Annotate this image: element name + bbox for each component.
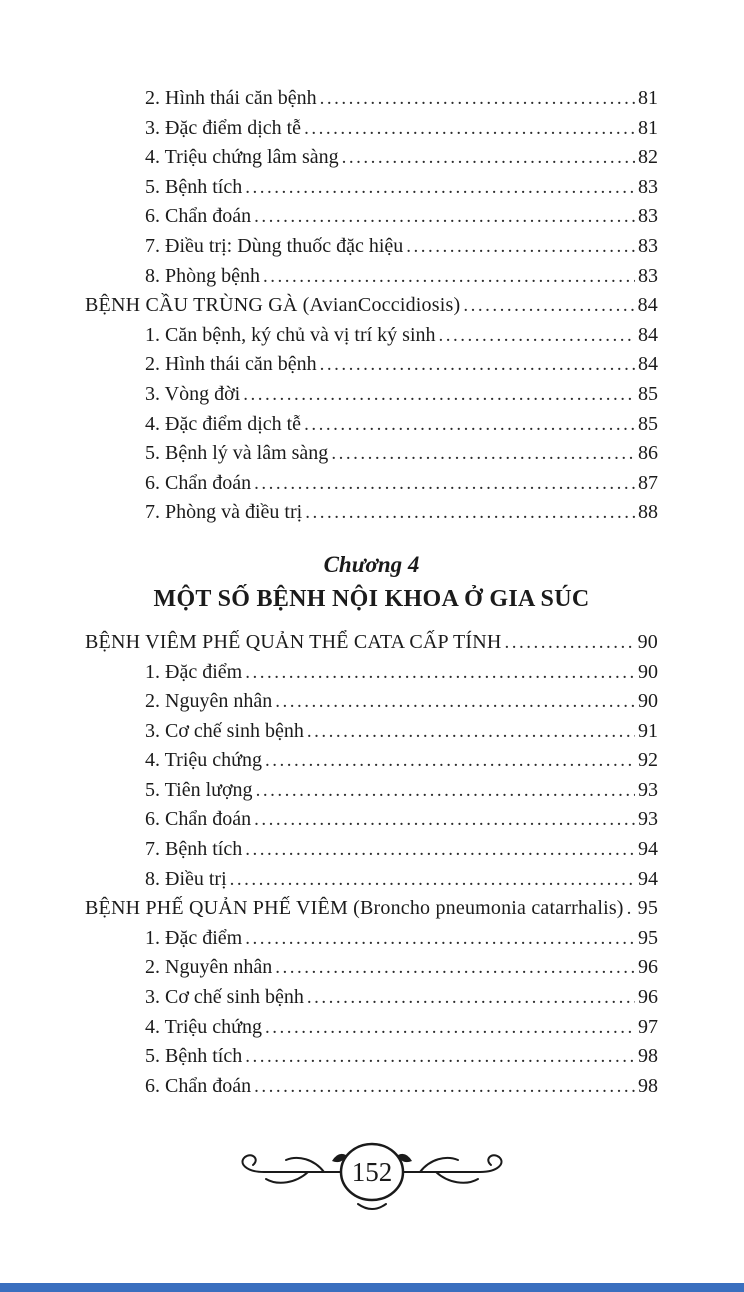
toc-entry [85,202,658,232]
toc-page-number: 83 [638,264,658,287]
toc-entry-text: 3. Cơ chế sinh bệnh [145,719,304,742]
dot-leader [304,410,635,440]
toc-entry [85,439,658,469]
toc-entry [85,380,658,410]
flourish-undercurl [266,1172,308,1183]
toc-page-number: 91 [638,719,658,742]
toc-entry [85,350,658,380]
dot-leader [439,321,635,351]
toc-entry [85,805,658,835]
toc-page-number: 98 [638,1074,658,1097]
toc-entry-text: 4. Đặc điểm dịch tễ [145,412,302,435]
toc-entry-text: 4. Triệu chứng [145,1015,262,1038]
toc-page-number: 81 [638,116,658,139]
toc-page-number: 93 [638,778,658,801]
toc-page-number: 87 [638,471,658,494]
dot-leader [307,717,635,747]
dot-leader [463,291,634,321]
toc-page-number: 84 [638,353,658,376]
toc-page-number: 83 [638,234,658,257]
toc-entry [85,1042,658,1072]
toc-page-number: 96 [638,956,658,979]
toc-page-number: 90 [637,630,658,653]
toc-entry-text: BỆNH PHẾ QUẢN PHẾ VIÊM (Broncho pneumonia catarrhalis) [85,897,624,920]
toc-entry-text: 1. Đặc điểm [145,660,243,683]
dot-leader [265,1013,635,1043]
toc-page-number: 85 [638,412,658,435]
toc-page-number: 81 [638,87,658,109]
toc-entry-text: 5. Bệnh tích [145,1045,243,1068]
toc-list [85,84,658,1101]
dot-leader [342,143,635,173]
toc-entry [85,1013,658,1043]
dot-leader [275,687,635,717]
toc-entry [85,865,658,895]
toc-entry [85,143,658,173]
toc-page-number: 96 [638,986,658,1009]
toc-entry [85,262,658,292]
dot-leader [263,262,635,292]
toc-page-number: 86 [638,442,658,465]
toc-entry-text: BỆNH CẦU TRÙNG GÀ (AvianCoccidiosis) [85,294,461,317]
dot-leader [245,835,635,865]
flourish-bottom-accent [358,1204,386,1209]
dot-leader [254,469,635,499]
toc-entry [85,173,658,203]
toc-page-number: 83 [638,175,658,198]
dot-leader [256,776,635,806]
dot-leader [265,746,635,776]
chapter-title: MỘT SỐ BỆNH NỘI KHOA Ở GIA SÚC [153,585,590,612]
toc-entry-text: 1. Đặc điểm [145,926,243,949]
toc-entry [85,321,658,351]
toc-entry [85,746,658,776]
dot-leader [304,114,635,144]
toc-entry [85,687,658,717]
toc-entry [85,776,658,806]
toc-entry-text: 2. Nguyên nhân [145,690,273,713]
toc-entry [85,894,658,924]
toc-entry-text: 2. Hình thái căn bệnh [145,353,317,376]
toc-entry-text: 5. Bệnh lý và lâm sàng [145,442,329,465]
toc-entry-text: 4. Triệu chứng [145,749,262,772]
flourish-overcurl [286,1158,324,1172]
dot-leader [320,84,635,114]
toc-entry-text: 6. Chẩn đoán [145,808,252,831]
toc-page-number: 85 [638,382,658,405]
toc-page-number: 95 [638,926,658,949]
toc-entry [85,658,658,688]
toc-entry [85,498,658,528]
toc-entry-text: 2. Nguyên nhân [145,956,273,979]
toc-page-number: 94 [638,867,658,890]
dot-leader [320,350,635,380]
toc-page-number: 90 [638,660,658,683]
toc-entry [85,291,658,321]
toc-entry [85,84,658,114]
toc-entry [85,717,658,747]
footer-ornament [0,1128,744,1212]
toc-page-number: 84 [637,294,658,317]
dot-leader [230,865,635,895]
toc-entry-text: 7. Điều trị: Dùng thuốc đặc hiệu [145,234,404,257]
toc-entry-text: 7. Phòng và điều trị [145,501,303,524]
toc-entry [85,835,658,865]
toc-page-number: 94 [638,838,658,861]
toc-page-number: 88 [638,501,658,524]
dot-leader [245,658,635,688]
dot-leader [254,202,635,232]
dot-leader [245,924,635,954]
dot-leader [245,1042,635,1072]
toc-page-number: 83 [638,205,658,228]
toc-page-number: 95 [637,897,659,920]
page-number: 152 [351,1157,393,1187]
toc-page-number: 82 [638,146,658,169]
dot-leader [245,173,635,203]
toc-entry [85,1072,658,1102]
toc-entry-text: 5. Bệnh tích [145,175,243,198]
dot-leader [243,380,635,410]
toc-entry-text: 6. Chẩn đoán [145,471,252,494]
dot-leader [305,498,635,528]
toc-page-number: 90 [638,690,658,713]
toc-entry [85,469,658,499]
toc-entry [85,953,658,983]
toc-entry [85,410,658,440]
dot-leader [627,894,635,924]
toc-entry-text: 3. Cơ chế sinh bệnh [145,986,304,1009]
toc-entry-text: 8. Điều trị [145,867,227,890]
dot-leader [254,805,635,835]
chapter-heading [85,548,658,616]
toc-entry-text: 3. Đặc điểm dịch tễ [145,116,302,139]
dot-leader [254,1072,635,1102]
toc-entry-text: 4. Triệu chứng lâm sàng [145,146,339,169]
toc-entry [85,114,658,144]
bottom-edge-strip [0,1283,744,1292]
dot-leader [307,983,635,1013]
toc-entry-text: BỆNH VIÊM PHẾ QUẢN THỂ CATA CẤP TÍNH [85,630,502,653]
dot-leader [275,953,635,983]
toc-page-number: 98 [638,1045,658,1068]
toc-page-number: 93 [638,808,658,831]
toc-entry-text: 5. Tiên lượng [145,778,253,801]
toc-entry [85,628,658,658]
toc-entry-text: 6. Chẩn đoán [145,205,252,228]
toc-entry-text: 1. Căn bệnh, ký chủ và vị trí ký sinh [145,323,436,346]
toc-entry-text: 6. Chẩn đoán [145,1074,252,1097]
dot-leader [505,628,635,658]
ornament-graphic [212,1128,532,1212]
toc-entry [85,232,658,262]
flourish-mirror [398,1154,502,1183]
toc-page-number: 84 [638,323,658,346]
toc-page-number: 97 [638,1015,658,1038]
toc-entry-text: 7. Bệnh tích [145,838,243,861]
toc-entry-text: 2. Hình thái căn bệnh [145,87,317,109]
toc-entry [85,924,658,954]
toc-entry-text: 3. Vòng đời [145,382,241,405]
toc-page-number: 92 [638,749,658,772]
dot-leader [331,439,635,469]
toc-entry-text: 8. Phòng bệnh [145,264,260,287]
chapter-label: Chương 4 [323,551,420,577]
dot-leader [406,232,635,262]
toc-entry [85,983,658,1013]
